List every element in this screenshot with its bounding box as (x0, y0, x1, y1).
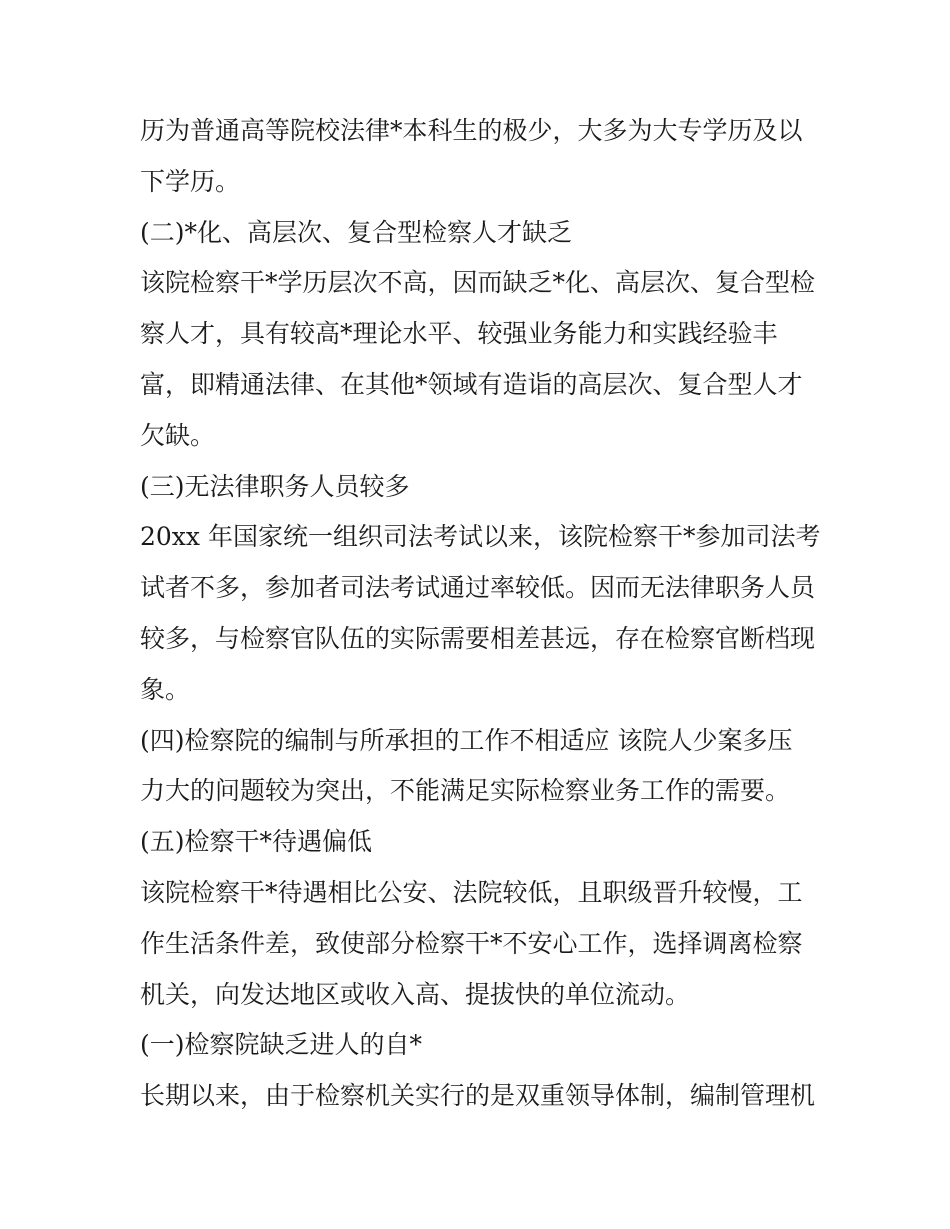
body-line: 较多，与检察官队伍的实际需要相差甚远，存在检察官断档现 (140, 623, 816, 653)
body-line: 察人才，具有较高*理论水平、较强业务能力和实践经验丰 (140, 319, 778, 349)
body-line: 20xx 年国家统一组织司法考试以来，该院检察干*参加司法考 (140, 522, 821, 552)
section-heading: (二)*化、高层次、复合型检察人才缺乏 (140, 217, 573, 247)
body-line: 试者不多，参加者司法考试通过率较低。因而无法律职务人员 (140, 573, 816, 603)
body-line: 该院检察干*待遇相比公安、法院较低，且职级晋升较慢，工 (140, 877, 803, 907)
body-line: 欠缺。 (140, 420, 216, 450)
body-line: 历为普通高等院校法律*本科生的极少，大多为大专学历及以 (140, 116, 803, 145)
document-body (140, 106, 820, 1122)
body-line: 机关，向发达地区或收入高、提拔快的单位流动。 (140, 979, 691, 1009)
body-line: 该院检察干*学历层次不高，因而缺乏*化、高层次、复合型检 (140, 268, 816, 298)
body-line: 下学历。 (140, 166, 241, 196)
body-line: 象。 (140, 674, 191, 704)
section-heading: (四)检察院的编制与所承担的工作不相适应 该院人少案多压 (140, 725, 793, 755)
section-heading: (五)检察干*待遇偏低 (140, 827, 373, 857)
body-line: 长期以来，由于检察机关实行的是双重领导体制，编制管理机 (140, 1081, 816, 1111)
body-line: 力大的问题较为突出，不能满足实际检察业务工作的需要。 (140, 776, 791, 806)
section-heading: (三)无法律职务人员较多 (140, 471, 410, 501)
body-line: 作生活条件差，致使部分检察干*不安心工作，选择调离检察 (140, 928, 803, 958)
section-heading: (一)检察院缺乏进人的自* (140, 1030, 423, 1060)
body-line: 富，即精通法律、在其他*领域有造诣的高层次、复合型人才 (140, 369, 803, 399)
